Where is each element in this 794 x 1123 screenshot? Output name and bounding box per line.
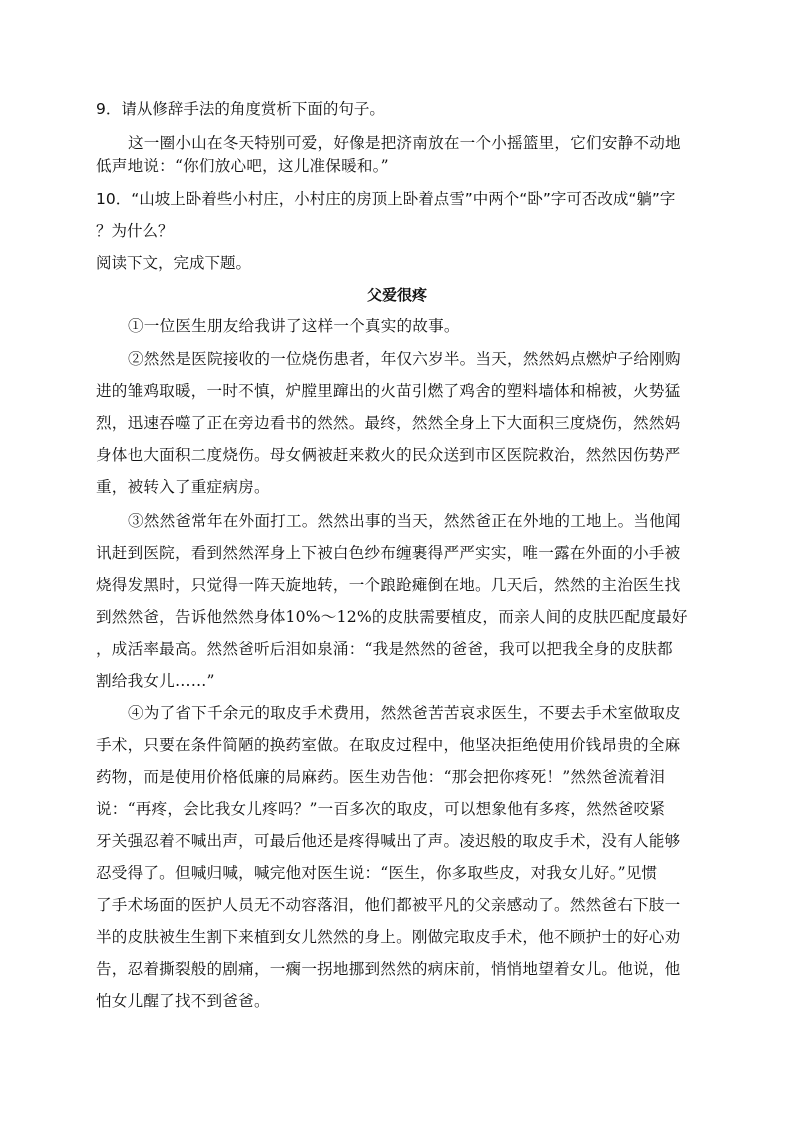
article-title: 父爱很疼 bbox=[366, 286, 427, 304]
article-line: 烧得发黑时，只觉得一阵天旋地转，一个踉跄瘫倒在地。几天后，然然的主治医生找 bbox=[96, 576, 681, 594]
article-line: 半的皮肤被生生割下来植到女儿然然的身上。刚做完取皮手术，他不顾护士的好心劝 bbox=[96, 928, 681, 946]
article-line: 手术，只要在条件简陋的换药室做。在取皮过程中，他坚决拒绝使用价钱昂贵的全麻 bbox=[96, 736, 681, 754]
question-9-quote-line-1: 这一圈小山在冬天特别可爱，好像是把济南放在一个小摇篮里，它们安静不动地 bbox=[128, 134, 681, 152]
article-line: 说：“再疼，会比我女儿疼吗？”一百多次的取皮，可以想象他有多疼，然然爸咬紧 bbox=[96, 800, 666, 818]
article-line: ②然然是医院接收的一位烧伤患者，年仅六岁半。当天，然然妈点燃炉子给刚购 bbox=[128, 350, 681, 368]
article-line: 了手术场面的医护人员无不动容落泪，他们都被平凡的父亲感动了。然然爸右下肢一 bbox=[96, 896, 681, 914]
article-line: ①一位医生朋友给我讲了这样一个真实的故事。 bbox=[128, 317, 460, 335]
article-line: 进的雏鸡取暖，一时不慎，炉膛里蹿出的火苗引燃了鸡舍的塑料墙体和棉被，火势猛 bbox=[96, 382, 681, 400]
question-9-quote-line-2: 低声地说：“你们放心吧，这儿准保暖和。” bbox=[96, 157, 389, 175]
question-10-prompt-line-2: ？为什么？ bbox=[96, 222, 174, 240]
article-line: 重，被转入了重症病房。 bbox=[96, 478, 270, 496]
article-line: 身体也大面积二度烧伤。母女俩被赶来救火的民众送到市区医院救治，然然因伤势严 bbox=[96, 446, 681, 464]
article-line: ③然然爸常年在外面打工。然然出事的当天，然然爸正在外地的工地上。当他闻 bbox=[128, 512, 681, 530]
article-line: 烈，迅速吞噬了正在旁边看书的然然。最终，然然全身上下大面积三度烧伤，然然妈 bbox=[96, 414, 681, 432]
article-line: 怕女儿醒了找不到爸爸。 bbox=[96, 992, 270, 1010]
question-9-prompt: 9．请从修辞手法的角度赏析下面的句子。 bbox=[96, 100, 385, 118]
reading-instruction: 阅读下文，完成下题。 bbox=[96, 254, 252, 272]
article-line: 药物，而是使用价格低廉的局麻药。医生劝告他：“那会把你疼死！”然然爸流着泪 bbox=[96, 768, 666, 786]
article-line: 讯赶到医院，看到然然浑身上下被白色纱布缠裹得严严实实，唯一露在外面的小手被 bbox=[96, 544, 681, 562]
question-10-prompt-line-1: 10．“山坡上卧着些小村庄，小村庄的房顶上卧着点雪”中两个“卧”字可否改成“躺”字 bbox=[96, 190, 676, 208]
article-line: 割给我女儿……” bbox=[96, 672, 215, 690]
article-line: 牙关强忍着不喊出声，可最后他还是疼得喊出了声。凌迟般的取皮手术，没有人能够 bbox=[96, 832, 681, 850]
article-line: ，成活率最高。然然爸听后泪如泉涌：“我是然然的爸爸，我可以把我全身的皮肤都 bbox=[96, 640, 673, 658]
article-line: 到然然爸，告诉他然然身体10%～12%的皮肤需要植皮，而亲人间的皮肤匹配度最好 bbox=[96, 608, 688, 626]
article-line: ④为了省下千余元的取皮手术费用，然然爸苦苦哀求医生，不要去手术室做取皮 bbox=[128, 704, 681, 722]
article-line: 告，忍着撕裂般的剧痛，一瘸一拐地挪到然然的病床前，悄悄地望着女儿。他说，他 bbox=[96, 960, 681, 978]
article-line: 忍受得了。但喊归喊，喊完他对医生说：“医生，你多取些皮，对我女儿好。”见惯 bbox=[96, 864, 658, 882]
